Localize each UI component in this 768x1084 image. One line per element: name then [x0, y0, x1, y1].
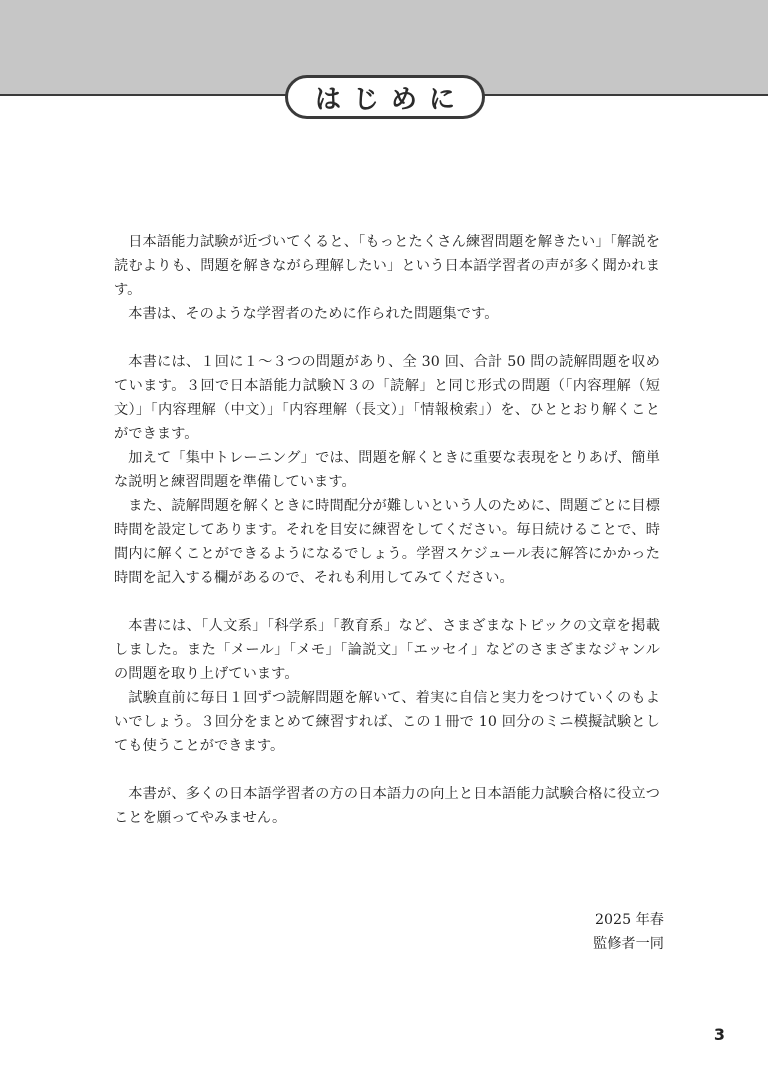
- paragraph-purpose: 本書は、そのような学習者のために作られた問題集です。: [128, 306, 499, 322]
- paragraph-practice: 試験直前に毎日１回ずつ読解問題を解いて、着実に自信と実力をつけていくのもよいでしょう。３回分をまとめて練習すれば、この１冊で 10 回分のミニ模擬試験としても使うことができます。: [114, 690, 660, 754]
- signature-author: 監修者一同: [593, 936, 664, 952]
- paragraph-training: 加えて「集中トレーニング」では、問題を解くときに重要な表現をとりあげ、簡単な説明と練習問題を準備しています。: [114, 450, 660, 490]
- signature: [593, 908, 664, 956]
- paragraph-closing: 本書が、多くの日本語学習者の方の日本語力の向上と日本語能力試験合格に役立つことを願ってやみません。: [114, 786, 660, 826]
- signature-date: 2025 年春: [595, 912, 664, 928]
- page-number: 3: [713, 1025, 725, 1044]
- title-badge: [285, 75, 485, 119]
- page-title: はじめに: [314, 84, 467, 115]
- body-text: [114, 230, 660, 830]
- paragraph-intro: 日本語能力試験が近づいてくると、「もっとたくさん練習問題を解きたい」「解説を読むよりも、問題を解きながら理解したい」という日本語学習者の声が多く聞かれます。: [114, 234, 660, 298]
- paragraph-topics: 本書には、「人文系」「科学系」「教育系」など、さまざまなトピックの文章を掲載しました。また「メール」「メモ」「論説文」「エッセイ」などのさまざまなジャンルの問題を取り上げています。: [114, 618, 660, 682]
- paragraph-structure: 本書には、１回に１～３つの問題があり、全 30 回、合計 50 問の読解問題を収めています。３回で日本語能力試験Ｎ３の「読解」と同じ形式の問題（「内容理解（短文）」「内容理解（中文）」「内容理解（長文）」「情報検索」）を、ひととおり解くことができます。: [114, 354, 660, 442]
- paragraph-time: また、読解問題を解くときに時間配分が難しいという人のために、問題ごとに目標時間を設定してあります。それを目安に練習をしてください。毎日続けることで、時間内に解くことができるようになるでしょう。学習スケジュール表に解答にかかった時間を記入する欄があるので、それも利用してみてください。: [114, 498, 660, 586]
